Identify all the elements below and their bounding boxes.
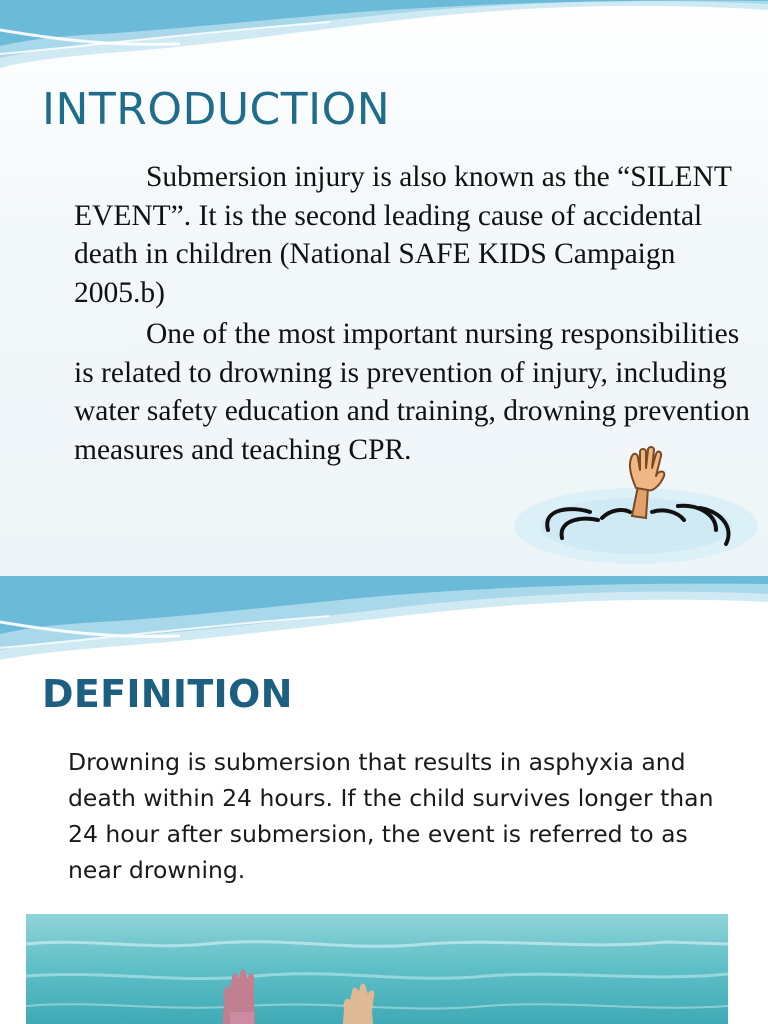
definition-body: Drowning is submersion that results in asphyxia and death within 24 hours. If the child survives longer than 24 hour after submersion, the event is referred to as near drowning. xyxy=(68,748,714,884)
introduction-paragraph: One of the most important nursing responsibilities is related to drowning is prevention of injury, including water safety education and training, drowning prevention measures and teaching CPR. xyxy=(74,318,750,466)
slide-title-definition: DEFINITION xyxy=(42,672,293,716)
slide-title-introduction: INTRODUCTION xyxy=(42,84,391,135)
introduction-paragraph: Submersion injury is also known as the “SILENT EVENT”. It is the second leading cause of accidental death in children (National SAFE KIDS Campaign 2005.b) xyxy=(74,161,732,309)
introduction-body xyxy=(74,158,764,472)
slide-definition xyxy=(0,576,768,1024)
drowning-hand-clipart xyxy=(512,446,760,570)
wave-header-decoration xyxy=(0,576,768,666)
wave-header-decoration xyxy=(0,0,768,80)
hands-in-sea-photo xyxy=(26,914,728,1024)
